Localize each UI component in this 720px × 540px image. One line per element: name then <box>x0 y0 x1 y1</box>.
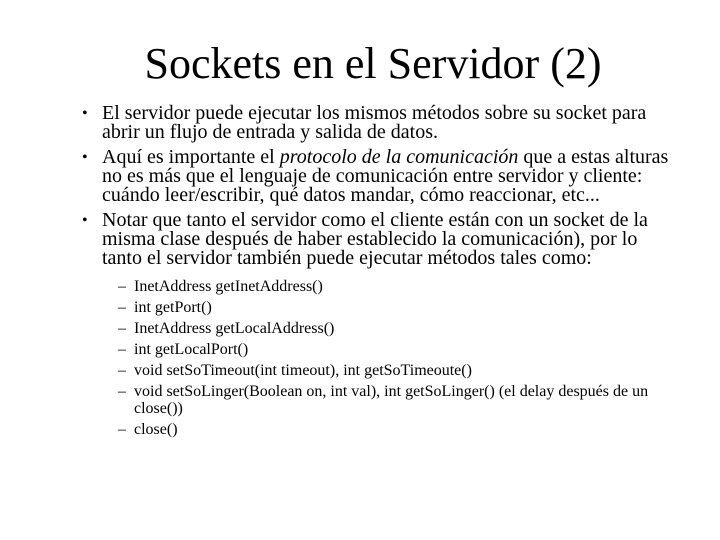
method-item <box>102 278 678 295</box>
sub-marker: – <box>118 278 126 295</box>
sub-marker: – <box>118 299 126 316</box>
method-item <box>102 383 678 417</box>
method-text: InetAddress getInetAddress() <box>134 278 323 295</box>
method-text: void setSoLinger(Boolean on, int val), int getSoLinger() (el delay después de un close()) <box>134 383 649 417</box>
bullet-text-part: que a estas alturas no es más que el lenguaje de comunicación entre servidor y cliente: cuándo leer/escribir, qué datos mandar, cómo reaccionar, etc... <box>102 146 669 206</box>
method-item <box>102 341 678 358</box>
bullet-list <box>78 104 678 444</box>
sub-marker: – <box>118 320 126 337</box>
method-item <box>102 299 678 316</box>
sub-marker: – <box>118 362 126 379</box>
bullet-text: El servidor puede ejecutar los mismos métodos sobre su socket para abrir un flujo de entrada y salida de datos. <box>102 102 647 143</box>
bullet-text-italic: protocolo de la comunicación <box>279 146 519 168</box>
method-text: close() <box>134 421 178 438</box>
sub-marker: – <box>118 383 126 400</box>
sub-marker: – <box>118 421 126 438</box>
bullet-text <box>102 148 678 205</box>
method-item <box>102 362 678 379</box>
bullet-item <box>78 104 678 142</box>
bullet-marker: • <box>82 149 88 166</box>
method-item <box>102 320 678 337</box>
slide-title: Sockets en el Servidor (2) <box>144 39 602 88</box>
method-item <box>102 421 678 438</box>
method-text: int getPort() <box>134 299 212 316</box>
bullet-marker: • <box>82 105 88 122</box>
sub-marker: – <box>118 341 126 358</box>
methods-list <box>102 278 678 438</box>
method-text: void setSoTimeout(int timeout), int getSoTimeoute() <box>134 362 472 379</box>
method-text: InetAddress getLocalAddress() <box>134 320 335 337</box>
bullet-item <box>78 148 678 205</box>
method-text: int getLocalPort() <box>134 341 249 358</box>
bullet-item <box>78 211 678 438</box>
bullet-text: Notar que tanto el servidor como el cliente están con un socket de la misma clase después de haber establecido la comunicación), por lo tanto el servidor también puede ejecutar métodos tales como: <box>102 209 648 269</box>
bullet-marker: • <box>82 212 88 229</box>
bullet-text-part: Aquí es importante el <box>102 146 280 168</box>
